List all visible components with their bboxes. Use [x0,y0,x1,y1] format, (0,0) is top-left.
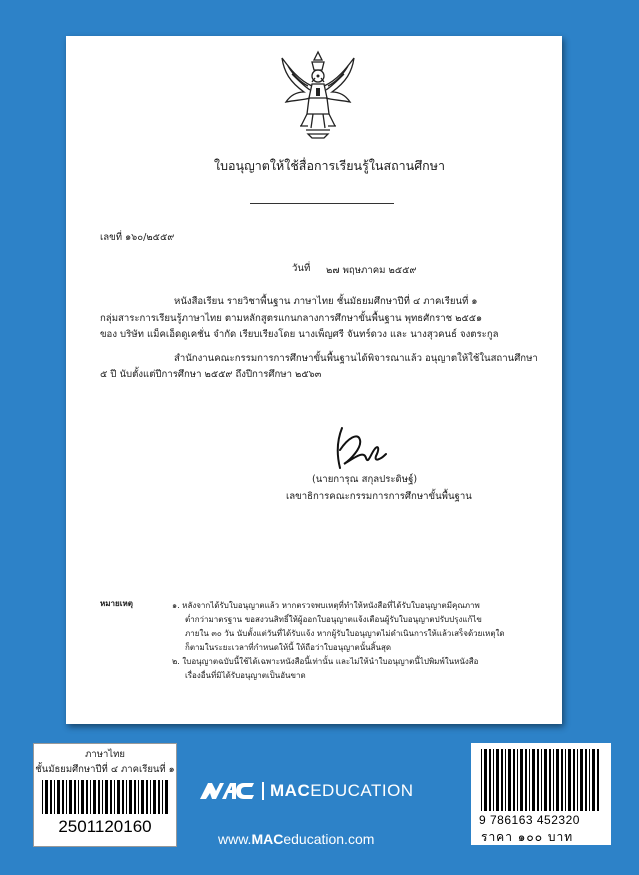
isbn-number: 9 786163 452320 [479,813,580,827]
barcode-bar [126,780,127,814]
barcode-bar [597,749,599,811]
barcode-bar [513,749,515,811]
barcode-bar [114,780,115,814]
barcode-bar [122,780,124,814]
url-prefix: www. [218,831,252,847]
notes-label: หมายเหตุ [100,599,133,608]
barcode-bar [577,749,578,811]
barcode-bar [556,749,559,811]
barcode-bar [110,780,112,814]
barcode-bar [532,749,535,811]
isbn-barcode-box [471,743,611,845]
barcode-bar [102,780,103,814]
barcode-bar [141,780,144,814]
barcode-bar [496,749,499,811]
barcode-bar [568,749,571,811]
barcode-bar [146,780,148,814]
barcode-bar [78,780,79,814]
url-suffix: education.com [283,831,375,847]
sticker-barcode-number: 2501120160 [58,817,152,836]
barcode-bar [544,749,547,811]
barcode-bar [162,780,163,814]
barcode-bar [537,749,539,811]
barcode-bar [98,780,100,814]
isbn-barcode-icon [479,749,603,811]
paragraph-1-line-2: กลุ่มสาระการเรียนรู้ภาษาไทย ตามหลักสูตรแกนกลางการศึกษาขั้นพื้นฐาน พุทธศักราช ๒๕๕๑ [100,313,483,324]
barcode-bar [105,780,108,814]
barcode-bar [129,780,132,814]
barcode-bar [549,749,551,811]
barcode-bar [529,749,530,811]
barcode-bar [57,780,60,814]
note-1-line-4: ก็ตามในระยะเวลาที่กำหนดให้นี้ ให้ถือว่าใบอนุญาตนั้นสิ้นสุด [185,643,392,652]
date-value: ๒๗ พฤษภาคม ๒๕๕๙ [326,265,417,276]
barcode-bar [493,749,494,811]
barcode-bar [165,780,168,814]
paragraph-2-line-1: สำนักงานคณะกรรมการการศึกษาขั้นพื้นฐานได้พิจารณาแล้ว อนุญาตให้ใช้ในสถานศึกษา [174,353,538,364]
barcode-bar [45,780,48,814]
license-number: เลขที่ ๑๖๐/๒๕๕๙ [100,232,175,243]
brand-name [270,781,414,801]
note-1-line-3: ภายใน ๓๐ วัน นับตั้งแต่วันที่ได้รับแจ้ง หากผู้รับใบอนุญาตไม่ดำเนินการให้แล้วเสร็จด้วยเหตุใด [185,629,505,638]
paragraph-1-line-3: ของ บริษัท แม็คเอ็ดดูเคชั่น จำกัด เรียบเรียงโดย นางเพ็ญศรี จันทร์ดวง และ นางสุวคนธ์ จงตระกูล [100,329,499,340]
brand-name-bold: MAC [270,781,311,800]
title-underline [250,203,394,204]
note-1-line-1: ๑. หลังจากได้รับใบอนุญาตแล้ว หากตรวจพบเหตุที่ทำให้หนังสือที่ได้รับใบอนุญาตมีคุณภาพ [172,601,480,610]
product-sticker [33,743,177,847]
website-url [218,831,374,847]
sticker-barcode-icon [40,780,170,814]
barcode-bar [90,780,91,814]
barcode-bar [585,749,587,811]
url-bold: MAC [251,831,284,847]
barcode-bar [505,749,506,811]
barcode-bar [484,749,487,811]
barcode-bar [69,780,72,814]
barcode-bar [81,780,84,814]
brand-name-rest: EDUCATION [310,781,414,800]
barcode-bar [86,780,88,814]
barcode-bar [565,749,566,811]
barcode-bar [561,749,563,811]
signature-icon [330,420,390,476]
barcode-bar [62,780,64,814]
barcode-bar [525,749,527,811]
price: ราคา ๑๐๐ บาท [481,830,574,844]
barcode-bar [489,749,491,811]
barcode-bar [508,749,511,811]
paragraph-1-line-1: หนังสือเรียน รายวิชาพื้นฐาน ภาษาไทย ชั้นมัธยมศึกษาปีที่ ๔ ภาคเรียนที่ ๑ [174,296,478,307]
signer-title: เลขาธิการคณะกรรมการการศึกษาขั้นพื้นฐาน [286,491,472,502]
barcode-bar [153,780,156,814]
document-title: ใบอนุญาตให้ใช้สื่อการเรียนรู้ในสถานศึกษา [214,158,445,173]
barcode-bar [481,749,482,811]
note-2-line-2: เรื่องอื่นที่มิได้รับอนุญาตเป็นอันขาด [185,671,306,680]
barcode-bar [150,780,151,814]
barcode-bar [553,749,554,811]
note-2-line-1: ๒. ใบอนุญาตฉบับนี้ใช้ได้เฉพาะหนังสือนี้เท่านั้น และไม่ให้นำใบอนุญาตนี้ไปพิมพ์ในหนังสือ [172,657,479,666]
barcode-bar [520,749,523,811]
mac-logo-icon [200,781,256,799]
barcode-bar [158,780,160,814]
signer-name: (นายการุณ สกุลประดิษฐ์) [312,474,418,485]
barcode-bar [517,749,518,811]
logo-divider [262,782,264,800]
barcode-bar [134,780,136,814]
paragraph-2-line-2: ๕ ปี นับตั้งแต่ปีการศึกษา ๒๕๕๙ ถึงปีการศึกษา ๒๕๖๓ [100,369,322,380]
barcode-bar [74,780,76,814]
barcode-bar [573,749,575,811]
barcode-bar [589,749,590,811]
note-1-line-2: ต่ำกว่ามาตรฐาน ขอสงวนสิทธิ์ให้ผู้ออกใบอนุญาตแจ้งเตือนผู้รับใบอนุญาตปรับปรุงแก้ไข [185,615,482,624]
barcode-bar [117,780,120,814]
barcode-bar [541,749,542,811]
sticker-subject: ภาษาไทย [85,749,125,760]
barcode-bar [93,780,96,814]
barcode-bar [42,780,43,814]
barcode-bar [580,749,583,811]
barcode-bar [54,780,55,814]
barcode-bar [501,749,503,811]
brand-logo [200,778,440,806]
barcode-bar [50,780,52,814]
barcode-bar [592,749,595,811]
barcode-bar [138,780,139,814]
barcode-bar [66,780,67,814]
sticker-grade: ชั้นมัธยมศึกษาปีที่ ๔ ภาคเรียนที่ ๑ [35,764,175,775]
date-label: วันที่ [292,263,311,274]
garuda-emblem-icon [278,48,358,140]
